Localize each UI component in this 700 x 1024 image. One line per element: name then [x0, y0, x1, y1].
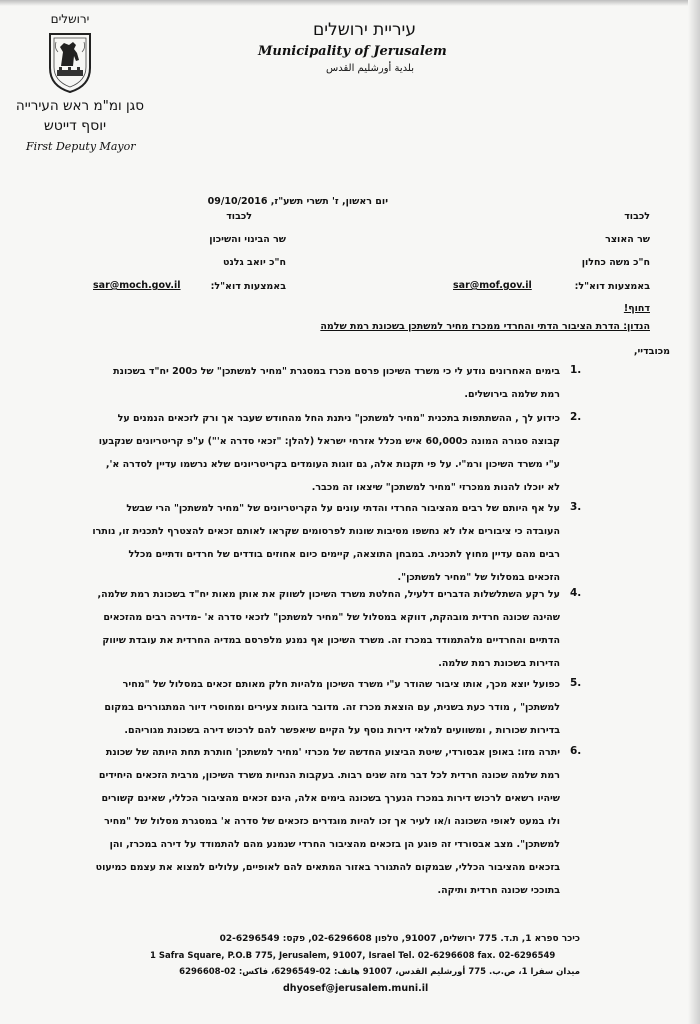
paragraph-3-line-2: העובדה כי ציבורים אלו לא נחשפו מסיבות שונות לפרסומים שקראו לאותם זכאים להצטרף לתכנית זו, נותרו: [92, 526, 560, 537]
paragraph-6-line-1: יתרה מזו: באופן אבסורדי, שיטת הביצוע החדשה של מכרזי 'מחיר למשתכן' חותרת תחת היותה של שכונת: [105, 747, 560, 758]
paragraph-3-line-1: על אף היותם של רבים מהציבור החרדי והדתי עונים על הקריטריונים של "מחיר למשתכן" הרי שבשל: [126, 503, 560, 514]
municipality-name-hebrew: עיריית ירושלים: [312, 20, 416, 40]
paragraph-6-line-4: ולו במעט לאופי השכונה ו/או לעיר אך זכו להיות מוגדרים כזכאים של סדרה א' במסגרת מסלול של "מחיר: [104, 816, 560, 827]
scan-shadow-right: [688, 0, 700, 1024]
recipient-2-to: לכבוד: [226, 211, 252, 222]
paragraph-5-line-3: בדירות שכורות , ומשוועים למלאי דירות נוסף על הקיים שיאפשר להם לרכוש דירה בשכונת מגוריהם.: [124, 725, 560, 736]
recipient-1-to: לכבוד: [624, 211, 650, 222]
paragraph-6-line-7: בתוככי שכונה חרדית ותיקה.: [437, 885, 560, 896]
paragraph-4: [80, 583, 560, 675]
footer-email[interactable]: dhyosef@jerusalem.muni.il: [283, 983, 429, 994]
paragraph-3: [80, 497, 560, 589]
paragraph-2-number: 2.: [570, 411, 582, 423]
paragraph-3-line-3: רבים מהם עדיין מחוץ לתכנית. במבחן התוצאה, קיימים כיום אחוזים בודדים של חרדים ודתיים מכלל: [128, 549, 560, 560]
paragraph-2-line-4: לא יוכלו להנות ממכרזי "מחיר למשתכן" שיצאו זה מכבר.: [311, 482, 560, 493]
deputy-mayor-title-hebrew: סגן ומ"מ ראש העירייה: [15, 98, 144, 114]
recipient-1-email[interactable]: sar@mof.gov.il: [453, 280, 532, 291]
paragraph-4-line-2: שהינה שכונה חרדית מובהקת, דווקא במסלול של "מחיר למשתכן" לזכאי סדרה א' -מדירה רבים מהזכאים: [103, 612, 560, 623]
paragraph-4-line-1: על רקע השתלשלות הדברים דלעיל, החלטת משרד השיכון לשווק את אותן מאות יח"ד בשכונת רמת שלמה,: [97, 589, 560, 600]
paragraph-6-line-3: שיהיו רשאים לרכוש דירות במכרז הנערך בשכונה בימים אלה, הינם זכאים מהציבור הכללי, שאינם קשורים: [101, 793, 560, 804]
paragraph-1-number: 1.: [570, 364, 582, 376]
paragraph-3-line-4: הזכאים במסלול של "מחיר למשתכן".: [397, 572, 560, 583]
footer-address-hebrew: כיכר ספרא 1, ת.ד. 775 ירושלים, 91007, טלפון 02-6296608, פקס: 02-6296549: [219, 934, 580, 944]
recipient-2-email[interactable]: sar@moch.gov.il: [93, 280, 181, 291]
municipality-name-english: Municipality of Jerusalem: [258, 44, 447, 59]
recipient-1-name: ח"כ משה כחלון: [581, 257, 650, 268]
paragraph-6-number: 6.: [570, 745, 582, 757]
recipient-1-title: שר האוצר: [605, 234, 650, 245]
recipient-2-title: שר הבינוי והשיכון: [209, 234, 286, 245]
scan-shadow-top: [0, 0, 700, 6]
recipient-1-email-label: באמצעות דוא"ל:: [574, 281, 650, 292]
paragraph-2-line-2: קבוצה סגורה המונה כ60,000 איש מכלל אזרחי ישראל (להלן: "זכאי סדרה א'") ע"פ קריטריונים שנקבעו: [98, 436, 560, 447]
paragraph-4-line-4: הדירות בשכונת רמת שלמה.: [438, 658, 560, 669]
paragraph-6-line-2: רמת שלמה שכונה חרדית לכל דבר מזה שנים רבות. בעקבות הנחיות משרד השיכון, מרבית הזכאים היחידים: [98, 770, 560, 781]
crest-label: ירושלים: [50, 12, 90, 26]
paragraph-1-line-2: רמת שלמה בירושלים.: [464, 389, 560, 400]
urgent-label: דחוף!: [623, 303, 650, 314]
paragraph-2-line-3: ע"י משרד השיכון ורמ"י. על פי תקנות אלה, גם זוגות העומדים בקריטריונים שלא נרשמו עדיין לסדרה א',: [105, 459, 560, 470]
recipient-2-email-label: באמצעות דוא"ל:: [210, 281, 286, 292]
paragraph-4-number: 4.: [570, 587, 582, 599]
deputy-mayor-name-hebrew: יוסף דייטש: [43, 118, 107, 134]
jerusalem-emblem-icon: [47, 30, 93, 94]
paragraph-5-line-2: למשתכן" , מודר כעת בשנית, עם הוצאת מכרז זה. מדובר בזוגות צעירים ומחוסרי דיור המתגוררים במקום: [104, 702, 560, 713]
paragraph-6-line-5: למשתכן". מצב אבסורדי זה פוגע הן בזכאים מהציבור החרדי שנמנע מהם להתמודד על דירה במכרז, והן: [109, 839, 560, 850]
paragraph-1-line-1: בימים האחרונים נודע לי כי משרד השיכון פרסם מכרז במסגרת "מחיר למשתכן" של כ200 יח"ד בשכונת: [113, 366, 560, 377]
footer-address-english: 1 Safra Square, P.O.B 775, Jerusalem, 91007, Israel Tel. 02-6296608 fax. 02-6296549: [150, 951, 556, 961]
paragraph-2-line-1: כידוע לך , ההשתתפות בתכנית "מחיר למשתכן" ניתנת החל מהחודש שעבר אך ורק לזכאים הנמנים על: [117, 413, 560, 424]
paragraph-1: [80, 360, 560, 406]
recipient-2-name: ח"כ יואב גלנט: [223, 257, 286, 268]
letter-subject: הנדון: הדרת הציבור הדתי והחרדי ממכרז מחיר למשתכן בשכונת רמת שלמה: [320, 321, 650, 332]
letter-greeting: מכובדיי,: [633, 346, 670, 357]
paragraph-5-line-1: כפועל יוצא מכך, אותו ציבור שהודר ע"י משרד השיכון מלהיות חלק מאותם זכאים במסלול של "מחיר: [122, 679, 560, 690]
footer-address-arabic: ميدان سفرا 1، ص.ب. 775 أورشليم القدس، 91007 هاتف: 02-6296549، فاكس: 02-6296608: [179, 967, 580, 977]
letter-date: יום ראשון, ז' תשרי תשע"ז, 09/10/2016: [207, 196, 388, 207]
paragraph-2: [80, 407, 560, 499]
paragraph-5-number: 5.: [570, 677, 582, 689]
paragraph-6-line-6: בזכאים מהציבור הכללי, שבמקום להתגורר באזור המתאים להם לאופיים, עלולים למצוא את עצמם כמיעוט: [95, 862, 560, 873]
paragraph-6: [80, 741, 560, 902]
municipality-name-arabic: بلدية أورشليم القدس: [326, 63, 414, 74]
deputy-mayor-title-english: First Deputy Mayor: [26, 140, 136, 153]
paragraph-5: [80, 673, 560, 742]
paragraph-4-line-3: הדתיים והחרדיים מלהתמודד במכרז זה. משרד השיכון אף נמנע מלפרסם במדיה החרדית את עובדת שיווק: [102, 635, 560, 646]
paragraph-3-number: 3.: [570, 501, 582, 513]
